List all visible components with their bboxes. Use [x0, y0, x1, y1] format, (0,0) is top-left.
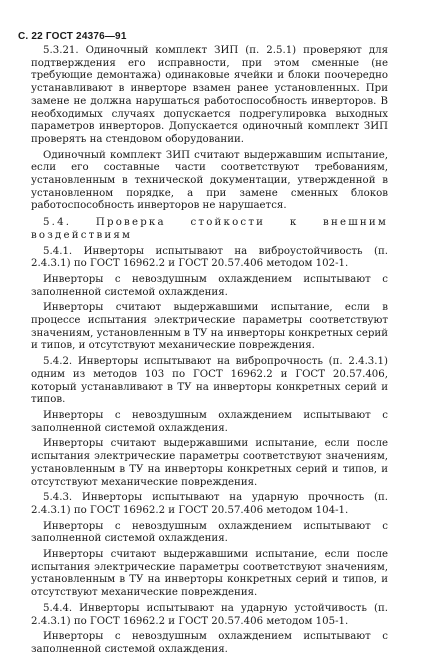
- paragraph-5-4-3: 5.4.3. Инверторы испытывают на ударную прочность (п. 2.4.3.1) по ГОСТ 16962.2 и ГОСТ 20.57.406 методом 104-1.: [31, 492, 388, 516]
- paragraph-5-3-21: 5.3.21. Одиночный комплект ЗИП (п. 2.5.1) проверяют для подтверждения его исправности, при этом сменные (не требующие демонтажа) одинаковые ячейки и блоки поочередно устанавливают в инверторе взамен ранее установленных. При замене не должна нарушаться работоспособность инверторов. В необходимых случаях допускается подрегулировка выходных параметров инверторов. Допускается одиночный комплект ЗИП проверять на стендовом оборудовании.: [31, 45, 388, 145]
- page-header: С. 22 ГОСТ 24376—91: [18, 31, 127, 42]
- paragraph-5-4-2: 5.4.2. Инверторы испытывают на вибропрочность (п. 2.4.3.1) одним из методов 103 по ГОСТ 16962.2 и ГОСТ 20.57.406, который устанавливают в ТУ на инверторы конкретных серий и типов.: [31, 356, 388, 406]
- paragraph-result-1: Инверторы считают выдержавшими испытание, если в процессе испытания электрические параметры соответствуют значениям, установленным в ТУ на инверторы конкретных серий и типов, и отсутствуют механические повреждения.: [31, 302, 388, 352]
- paragraph-5-4-4: 5.4.4. Инверторы испытывают на ударную устойчивость (п. 2.4.3.1) по ГОСТ 16962.2 и ГОСТ 20.57.406 методом 105-1.: [31, 602, 388, 627]
- paragraph-5-4-1: 5.4.1. Инверторы испытывают на виброустойчивость (п. 2.4.3.1) по ГОСТ 16962.2 и ГОСТ 20.57.406 методом 102-1.: [31, 245, 388, 270]
- paragraph-cooling-2: Инверторы с невоздушным охлаждением испытывают с заполненной системой охлаждения.: [31, 409, 388, 434]
- paragraph-result-2: Инверторы считают выдержавшими испытание, если после испытания электрические параметры соответствуют значениям, установленным в ТУ на инверторы конкретных серий и типов, и отсутствуют механические повреждения.: [31, 438, 388, 488]
- paragraph-cooling-4: Инверторы с невоздушным охлаждением испытывают с заполненной системой охлаждения.: [31, 631, 388, 655]
- document-body: [31, 45, 388, 660]
- paragraph-cooling-3: Инверторы с невоздушным охлаждением испытывают с заполненной системой охлаждения.: [31, 520, 388, 545]
- paragraph-zip-result: Одиночный комплект ЗИП считают выдержавшим испытание, если его составные части соответствуют требованиям, установленным в технической документации, утвержденной в установленном порядке, а при замене сменных блоков работоспособность инверторов не нарушается.: [31, 149, 388, 212]
- paragraph-result-3: Инверторы считают выдержавшими испытание, если после испытания электрические параметры соответствуют значениям, установленным в ТУ на инверторы конкретных серий и типов, и отсутствуют механические повреждения.: [31, 549, 388, 599]
- paragraph-cooling-1: Инверторы с невоздушным охлаждением испытывают с заполненной системой охлаждения.: [31, 273, 388, 298]
- section-heading-5-4: 5.4. Проверка стойкости к внешним воздействиям: [31, 217, 388, 241]
